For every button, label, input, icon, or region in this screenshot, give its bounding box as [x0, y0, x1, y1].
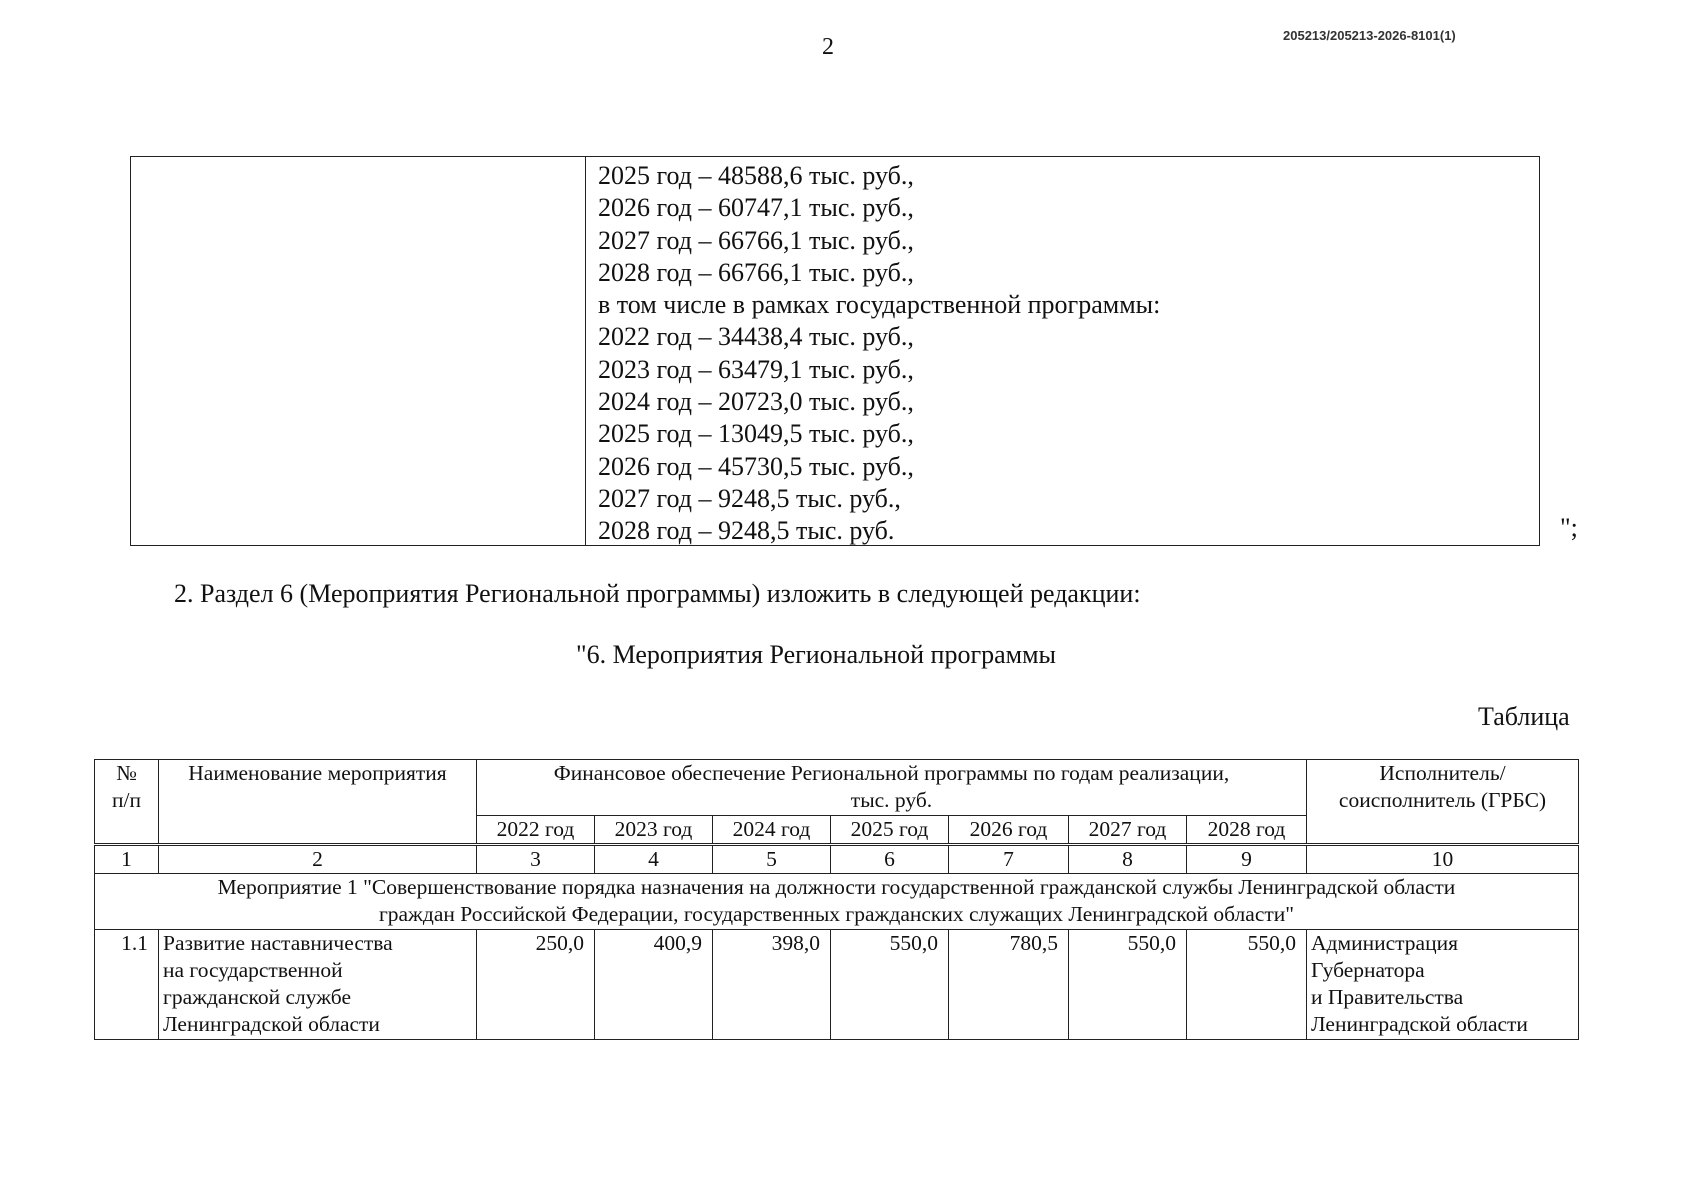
header-year: 2026 год [949, 816, 1069, 845]
column-number: 4 [595, 845, 713, 874]
header-year: 2028 год [1187, 816, 1307, 845]
page-number: 2 [822, 34, 834, 60]
header-number: № п/п [95, 760, 159, 845]
row-number: 1.1 [95, 930, 159, 1040]
funding-line: 2024 год – 20723,0 тыс. руб., [598, 387, 914, 417]
funding-line: 2028 год – 9248,5 тыс. руб. [598, 516, 895, 546]
closing-quote: "; [1560, 513, 1578, 542]
funding-table [130, 156, 1540, 546]
row-executor: Администрация Губернатора и Правительства Ленинградской области [1307, 930, 1579, 1040]
funding-line: 2026 год – 45730,5 тыс. руб., [598, 451, 914, 481]
measures-table [94, 759, 1579, 1040]
column-number: 2 [159, 845, 477, 874]
column-number: 6 [831, 845, 949, 874]
column-number: 8 [1069, 845, 1187, 874]
amendment-item-text: 2. Раздел 6 (Мероприятия Региональной программы) изложить в следующей редакции: [174, 579, 1141, 608]
row-value: 550,0 [831, 930, 949, 1040]
header-year: 2024 год [713, 816, 831, 845]
table-row [95, 930, 1579, 1040]
funding-line: 2028 год – 66766,1 тыс. руб., [598, 257, 914, 287]
funding-line: 2027 год – 66766,1 тыс. руб., [598, 225, 914, 255]
row-value: 550,0 [1187, 930, 1307, 1040]
column-number: 5 [713, 845, 831, 874]
section-title: "6. Мероприятия Региональной программы [576, 640, 1057, 669]
row-value: 398,0 [713, 930, 831, 1040]
header-finance: Финансовое обеспечение Региональной программы по годам реализации, тыс. руб. [477, 760, 1307, 816]
row-value: 400,9 [595, 930, 713, 1040]
row-value: 550,0 [1069, 930, 1187, 1040]
header-name: Наименование мероприятия [159, 760, 477, 845]
funding-line: 2026 год – 60747,1 тыс. руб., [598, 193, 914, 223]
measure-title: Мероприятие 1 "Совершенствование порядка назначения на должности государственной гражданской службы Ленинградской области граждан Российской Федерации, государственных гражданских служащих Ленинградской области" [95, 874, 1579, 930]
header-year: 2022 год [477, 816, 595, 845]
funding-label-cell [131, 157, 586, 545]
table-caption: Таблица [1478, 702, 1570, 731]
header-year: 2025 год [831, 816, 949, 845]
column-number: 3 [477, 845, 595, 874]
funding-line: в том числе в рамках государственной программы: [598, 290, 1161, 320]
column-number: 7 [949, 845, 1069, 874]
funding-line: 2022 год – 34438,4 тыс. руб., [598, 322, 914, 352]
column-number: 1 [95, 845, 159, 874]
header-year: 2027 год [1069, 816, 1187, 845]
row-value: 780,5 [949, 930, 1069, 1040]
funding-line: 2023 год – 63479,1 тыс. руб., [598, 354, 914, 384]
column-number: 10 [1307, 845, 1579, 874]
header-executor: Исполнитель/ соисполнитель (ГРБС) [1307, 760, 1579, 845]
funding-line: 2025 год – 48588,6 тыс. руб., [598, 161, 914, 190]
funding-line: 2025 год – 13049,5 тыс. руб., [598, 419, 914, 449]
row-name: Развитие наставничества на государственной гражданской службе Ленинградской области [159, 930, 477, 1040]
header-year: 2023 год [595, 816, 713, 845]
funding-line: 2027 год – 9248,5 тыс. руб., [598, 483, 901, 513]
column-number: 9 [1187, 845, 1307, 874]
funding-lines [598, 160, 1160, 548]
row-value: 250,0 [477, 930, 595, 1040]
document-id: 205213/205213-2026-8101(1) [1283, 28, 1456, 43]
